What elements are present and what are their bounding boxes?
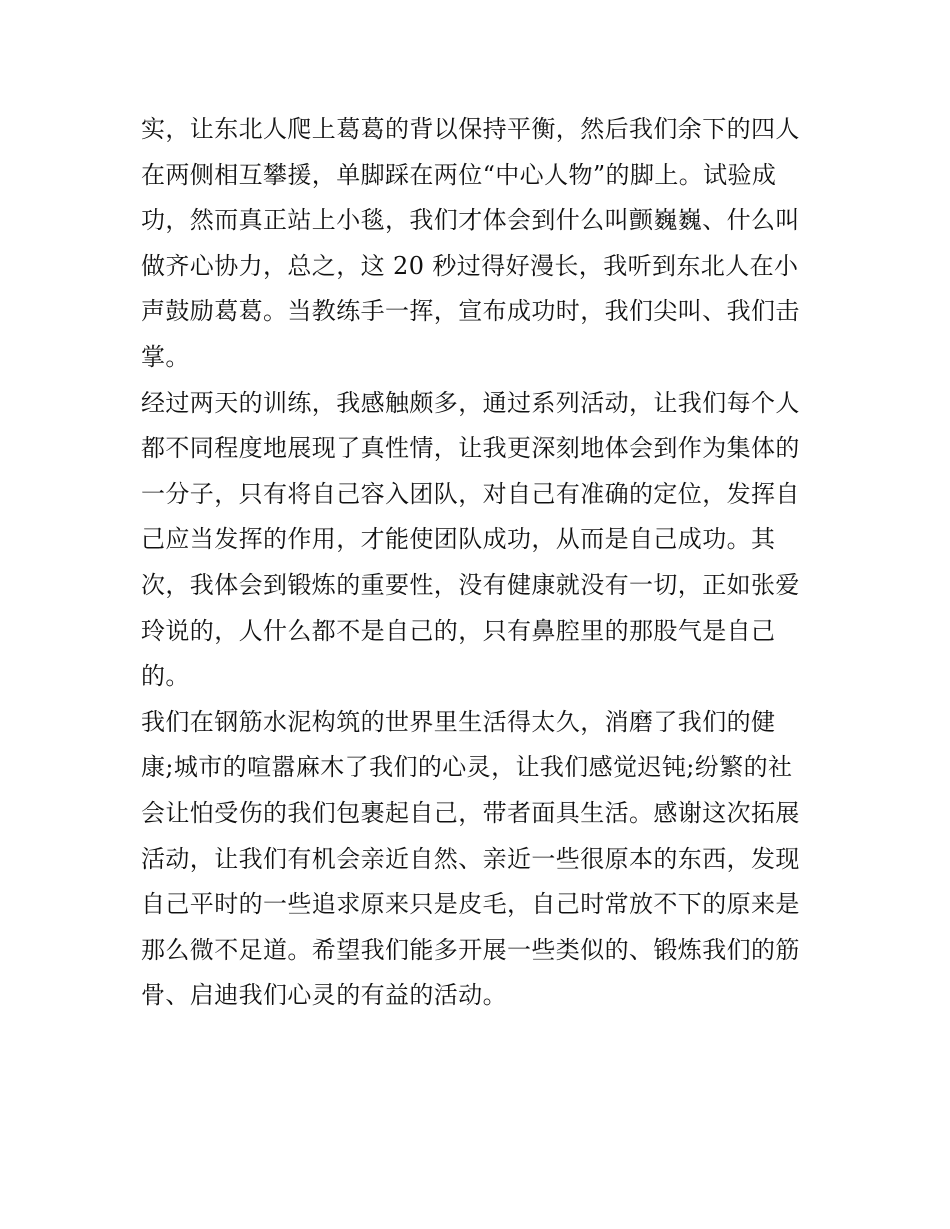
text-line: 做齐心协力，总之，这 20 秒过得好漫长，我听到东北人在小 xyxy=(141,251,799,280)
text-line: 声鼓励葛葛。当教练手一挥，宣布成功时，我们尖叫、我们击 xyxy=(141,297,800,326)
text-line: 我们在钢筋水泥构筑的世界里生活得太久，消磨了我们的健 xyxy=(141,707,776,736)
text-line: 康;城市的喧嚣麻木了我们的心灵，让我们感觉迟钝;纷繁的社 xyxy=(141,753,793,782)
text-line: 掌。 xyxy=(141,342,190,371)
text-line: 都不同程度地展现了真性情，让我更深刻地体会到作为集体的 xyxy=(141,434,800,463)
text-line: 一分子，只有将自己容入团队，对自己有准确的定位，发挥自 xyxy=(141,479,800,508)
text-line: 己应当发挥的作用，才能使团队成功，从而是自己成功。其 xyxy=(141,525,776,554)
text-line: 会让怕受伤的我们包裹起自己，带者面具生活。感谢这次拓展 xyxy=(141,798,800,827)
text-line: 实，让东北人爬上葛葛的背以保持平衡，然后我们余下的四人 xyxy=(141,115,800,143)
text-line: 次，我体会到锻炼的重要性，没有健康就没有一切，正如张爱 xyxy=(141,570,800,599)
text-line: 经过两天的训练，我感触颇多，通过系列活动，让我们每个人 xyxy=(141,388,800,417)
text-line: 在两侧相互攀援，单脚踩在两位“中心人物”的脚上。试验成 xyxy=(141,160,777,189)
text-line: 那么微不足道。希望我们能多开展一些类似的、锻炼我们的筋 xyxy=(141,935,800,964)
text-line: 活动，让我们有机会亲近自然、亲近一些很原本的东西，发现 xyxy=(141,844,800,873)
text-line: 自己平时的一些追求原来只是皮毛，自己时常放不下的原来是 xyxy=(141,890,800,919)
text-line: 的。 xyxy=(141,662,190,691)
text-line: 骨、启迪我们心灵的有益的活动。 xyxy=(141,981,507,1010)
document-body xyxy=(141,107,821,1019)
text-line: 玲说的，人什么都不是自己的，只有鼻腔里的那股气是自己 xyxy=(141,616,776,645)
text-line: 功，然而真正站上小毯，我们才体会到什么叫颤巍巍、什么叫 xyxy=(141,206,800,235)
